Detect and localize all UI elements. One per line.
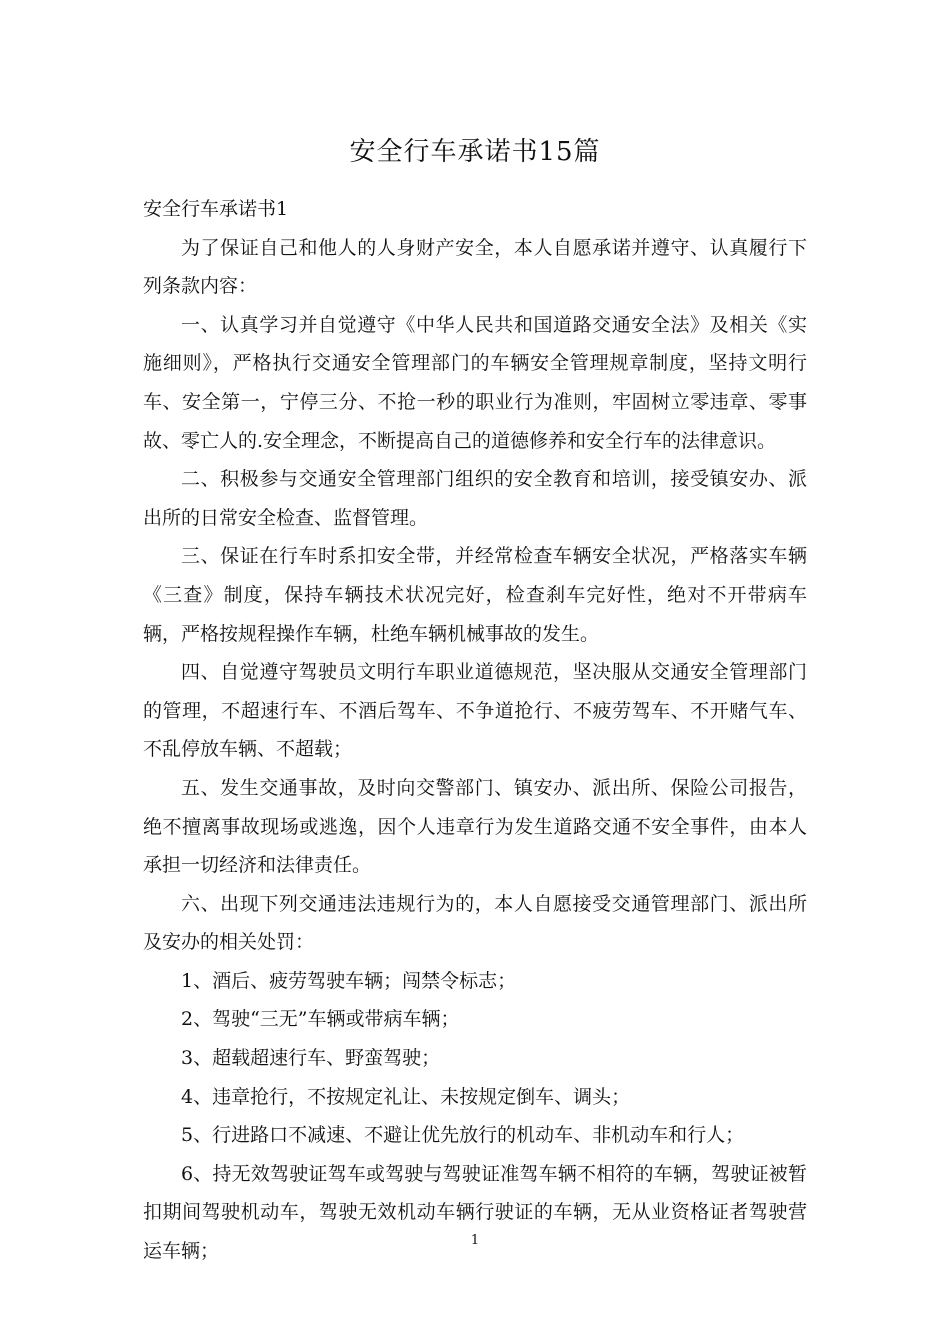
section-heading: 安全行车承诺书1 (143, 198, 289, 220)
page-number: 1 (470, 1233, 480, 1248)
clause-paragraph-6: 六、出现下列交通违法违规行为的，本人自愿接受交通管理部门、派出所及安办的相关处罚： (143, 892, 807, 954)
list-item-5: 5、行进路口不减速、不避让优先放行的机动车、非机动车和行人； (181, 1124, 745, 1147)
intro-paragraph: 为了保证自己和他人的人身财产安全，本人自愿承诺并遵守、认真履行下列条款内容： (143, 236, 807, 298)
document-body (143, 190, 807, 1271)
list-item-3: 3、超载超速行车、野蛮驾驶； (181, 1047, 441, 1070)
clause-paragraph-5: 五、发生交通事故，及时向交警部门、镇安办、派出所、保险公司报告，绝不擅离事故现场或逃逸，因个人违章行为发生道路交通不安全事件，由本人承担一切经济和法律责任。 (143, 776, 807, 877)
clause-paragraph-1: 一、认真学习并自觉遵守《中华人民共和国道路交通安全法》及相关《实施细则》，严格执行交通安全管理部门的车辆安全管理规章制度，坚持文明行车、安全第一，宁停三分、不抢一秒的职业行为准则，牢固树立零违章、零事故、零亡人的.安全理念，不断提高自己的道德修养和安全行车的法律意识。 (143, 313, 807, 452)
list-item-2: 2、驾驶“三无”车辆或带病车辆； (181, 1008, 460, 1031)
list-item-1: 1、酒后、疲劳驾驶车辆；闯禁令标志； (181, 969, 517, 992)
document-title: 安全行车承诺书15篇 (349, 137, 601, 167)
list-item-4: 4、违章抢行，不按规定礼让、未按规定倒车、调头； (181, 1085, 631, 1108)
clause-paragraph-3: 三、保证在行车时系扣安全带，并经常检查车辆安全状况，严格落实车辆《三查》制度，保持车辆技术状况完好，检查刹车完好性，绝对不开带病车辆，严格按规程操作车辆，杜绝车辆机械事故的发生。 (143, 545, 807, 645)
clause-paragraph-2: 二、积极参与交通安全管理部门组织的安全教育和培训，接受镇安办、派出所的日常安全检查、监督管理。 (143, 468, 807, 529)
list-item-6: 6、持无效驾驶证驾车或驾驶与驾驶证准驾车辆不相符的车辆，驾驶证被暂扣期间驾驶机动车，驾驶无效机动车辆行驶证的车辆，无从业资格证者驾驶营运车辆； (143, 1162, 807, 1263)
clause-paragraph-4: 四、自觉遵守驾驶员文明行车职业道德规范，坚决服从交通安全管理部门的管理，不超速行车、不酒后驾车、不争道抢行、不疲劳驾车、不开赌气车、不乱停放车辆、不超载； (143, 661, 807, 761)
